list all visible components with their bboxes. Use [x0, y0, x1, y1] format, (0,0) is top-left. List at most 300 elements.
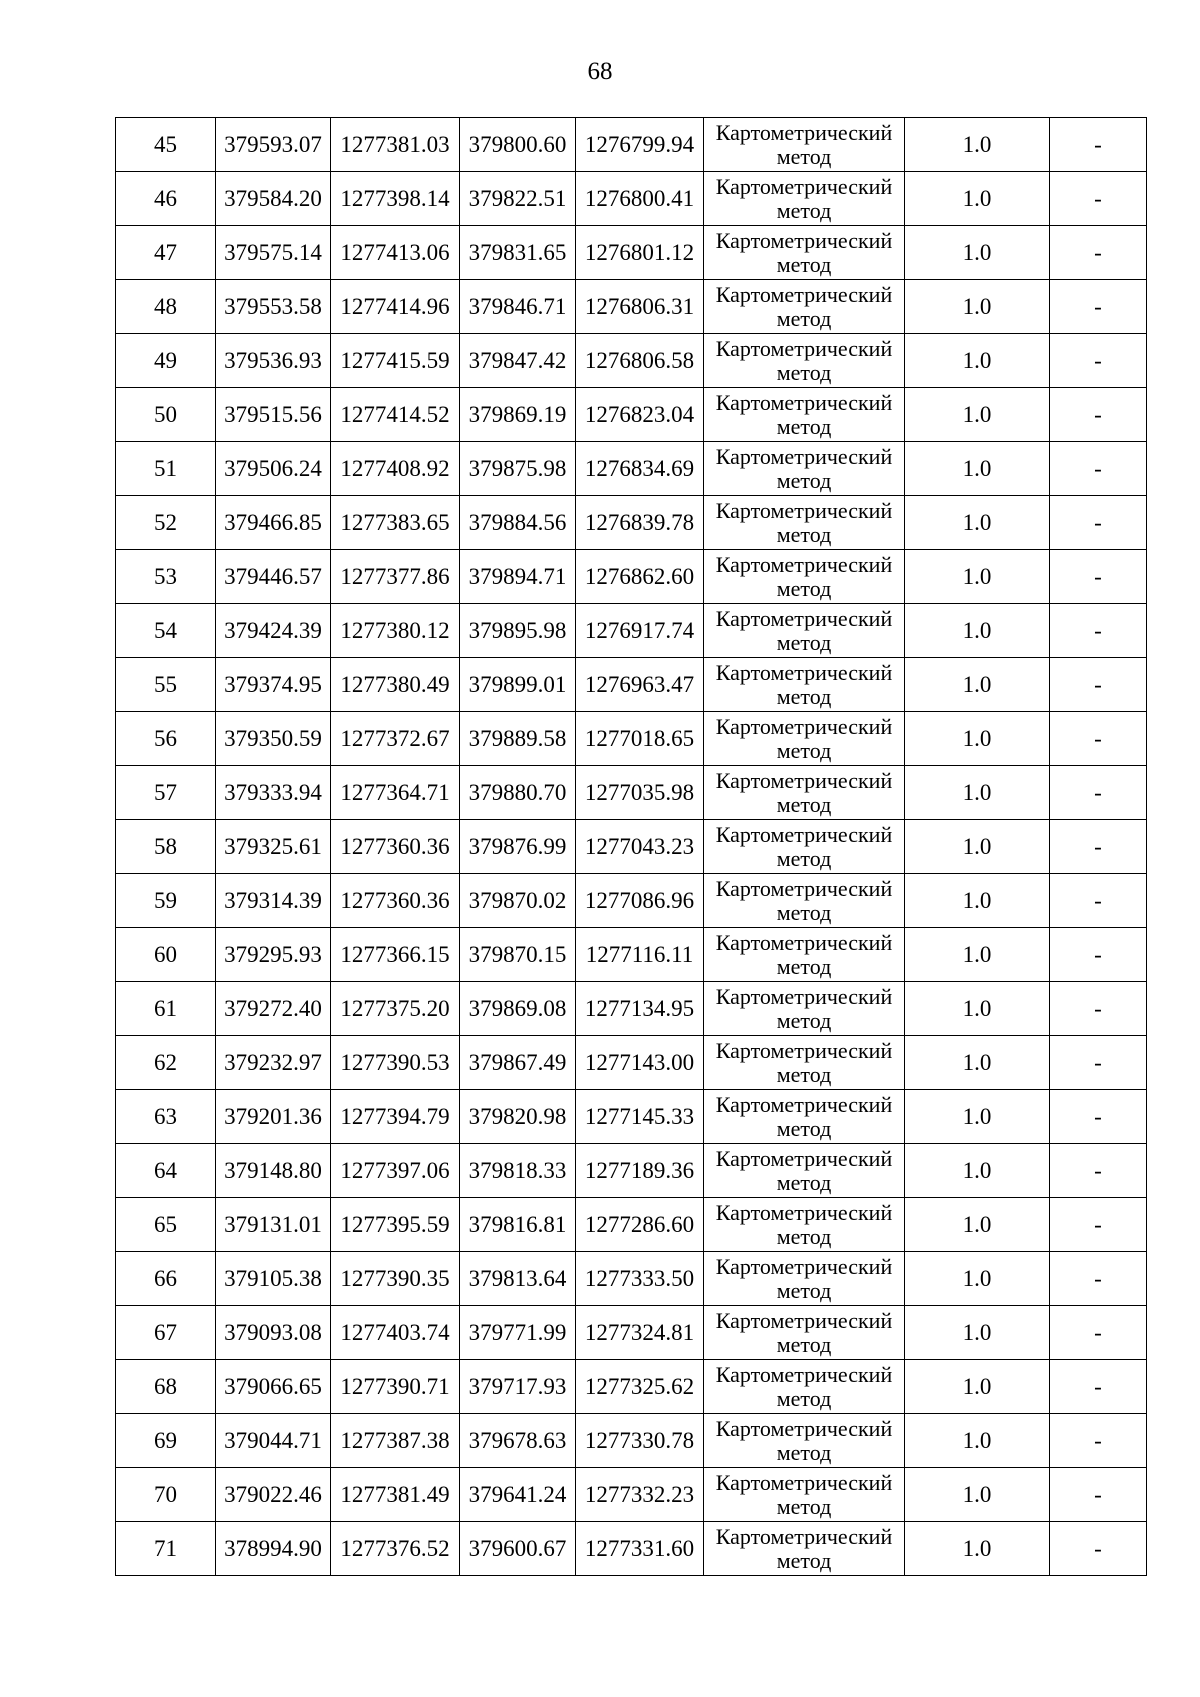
method-label-line1: Картометрический — [715, 876, 893, 901]
method-label-line1: Картометрический — [715, 1362, 893, 1387]
method-label-line1: Картометрический — [715, 984, 893, 1009]
x1-cell: 379584.20 — [216, 172, 331, 226]
method-label-line1: Картометрический — [715, 1470, 893, 1495]
y1-cell: 1277390.53 — [331, 1036, 460, 1090]
method-cell — [704, 442, 905, 496]
note-cell: - — [1050, 604, 1147, 658]
method-cell — [704, 820, 905, 874]
accuracy-cell: 1.0 — [905, 982, 1050, 1036]
method-cell — [704, 1036, 905, 1090]
x1-cell: 379066.65 — [216, 1360, 331, 1414]
method-label-line1: Картометрический — [715, 444, 893, 469]
method-label-line1: Картометрический — [715, 660, 893, 685]
y2-cell: 1277333.50 — [576, 1252, 704, 1306]
note-cell: - — [1050, 226, 1147, 280]
x1-cell: 379325.61 — [216, 820, 331, 874]
coordinates-table — [115, 117, 1147, 1576]
method-label-line2: метод — [776, 522, 832, 547]
point-number-cell: 67 — [116, 1306, 216, 1360]
point-number-cell: 71 — [116, 1522, 216, 1576]
method-cell — [704, 604, 905, 658]
note-cell: - — [1050, 388, 1147, 442]
method-label-line1: Картометрический — [715, 390, 893, 415]
y2-cell: 1276917.74 — [576, 604, 704, 658]
method-label-line1: Картометрический — [715, 1254, 893, 1279]
table-row — [116, 1360, 1147, 1414]
method-label-line1: Картометрический — [715, 282, 893, 307]
accuracy-cell: 1.0 — [905, 388, 1050, 442]
table-row — [116, 928, 1147, 982]
x2-cell: 379717.93 — [460, 1360, 576, 1414]
accuracy-cell: 1.0 — [905, 604, 1050, 658]
note-cell: - — [1050, 496, 1147, 550]
accuracy-cell: 1.0 — [905, 658, 1050, 712]
method-label-line2: метод — [776, 1116, 832, 1141]
y1-cell: 1277398.14 — [331, 172, 460, 226]
note-cell: - — [1050, 766, 1147, 820]
y1-cell: 1277376.52 — [331, 1522, 460, 1576]
method-label-line2: метод — [776, 1278, 832, 1303]
table-row — [116, 658, 1147, 712]
accuracy-cell: 1.0 — [905, 712, 1050, 766]
y2-cell: 1277332.23 — [576, 1468, 704, 1522]
method-label-line1: Картометрический — [715, 714, 893, 739]
accuracy-cell: 1.0 — [905, 1522, 1050, 1576]
y1-cell: 1277413.06 — [331, 226, 460, 280]
accuracy-cell: 1.0 — [905, 1252, 1050, 1306]
x1-cell: 379272.40 — [216, 982, 331, 1036]
x1-cell: 379553.58 — [216, 280, 331, 334]
y2-cell: 1277134.95 — [576, 982, 704, 1036]
note-cell: - — [1050, 442, 1147, 496]
method-label-line1: Картометрический — [715, 1038, 893, 1063]
method-label-line2: метод — [776, 252, 832, 277]
point-number-cell: 53 — [116, 550, 216, 604]
table-row — [116, 1144, 1147, 1198]
x2-cell: 379820.98 — [460, 1090, 576, 1144]
method-label-line1: Картометрический — [715, 498, 893, 523]
table-row — [116, 1036, 1147, 1090]
table-row — [116, 820, 1147, 874]
y1-cell: 1277395.59 — [331, 1198, 460, 1252]
y1-cell: 1277364.71 — [331, 766, 460, 820]
table-row — [116, 1090, 1147, 1144]
accuracy-cell: 1.0 — [905, 928, 1050, 982]
y2-cell: 1276963.47 — [576, 658, 704, 712]
method-label-line1: Картометрический — [715, 822, 893, 847]
y2-cell: 1276839.78 — [576, 496, 704, 550]
method-cell — [704, 280, 905, 334]
table-row — [116, 1468, 1147, 1522]
y2-cell: 1276862.60 — [576, 550, 704, 604]
note-cell: - — [1050, 1360, 1147, 1414]
table-row — [116, 604, 1147, 658]
method-cell — [704, 1414, 905, 1468]
x2-cell: 379884.56 — [460, 496, 576, 550]
point-number-cell: 57 — [116, 766, 216, 820]
table-row — [116, 712, 1147, 766]
note-cell: - — [1050, 1468, 1147, 1522]
point-number-cell: 59 — [116, 874, 216, 928]
point-number-cell: 46 — [116, 172, 216, 226]
x1-cell: 379424.39 — [216, 604, 331, 658]
x2-cell: 379771.99 — [460, 1306, 576, 1360]
point-number-cell: 54 — [116, 604, 216, 658]
method-label-line2: метод — [776, 738, 832, 763]
note-cell: - — [1050, 928, 1147, 982]
x2-cell: 379869.19 — [460, 388, 576, 442]
x1-cell: 379232.97 — [216, 1036, 331, 1090]
method-label-line1: Картометрический — [715, 1416, 893, 1441]
x1-cell: 379575.14 — [216, 226, 331, 280]
method-label-line2: метод — [776, 414, 832, 439]
method-label-line2: метод — [776, 1386, 832, 1411]
y1-cell: 1277397.06 — [331, 1144, 460, 1198]
method-label-line1: Картометрический — [715, 120, 893, 145]
accuracy-cell: 1.0 — [905, 550, 1050, 604]
note-cell: - — [1050, 820, 1147, 874]
method-label-line2: метод — [776, 1224, 832, 1249]
method-label-line1: Картометрический — [715, 606, 893, 631]
x1-cell: 379131.01 — [216, 1198, 331, 1252]
x1-cell: 379466.85 — [216, 496, 331, 550]
x1-cell: 379105.38 — [216, 1252, 331, 1306]
method-cell — [704, 118, 905, 172]
method-label-line2: метод — [776, 1062, 832, 1087]
method-label-line2: метод — [776, 900, 832, 925]
x1-cell: 379022.46 — [216, 1468, 331, 1522]
y1-cell: 1277360.36 — [331, 874, 460, 928]
x2-cell: 379870.15 — [460, 928, 576, 982]
y1-cell: 1277383.65 — [331, 496, 460, 550]
x2-cell: 379818.33 — [460, 1144, 576, 1198]
method-cell — [704, 712, 905, 766]
table-row — [116, 1252, 1147, 1306]
y1-cell: 1277360.36 — [331, 820, 460, 874]
x1-cell: 379201.36 — [216, 1090, 331, 1144]
method-label-line2: метод — [776, 1494, 832, 1519]
x1-cell: 379593.07 — [216, 118, 331, 172]
x1-cell: 379044.71 — [216, 1414, 331, 1468]
x1-cell: 379515.56 — [216, 388, 331, 442]
y2-cell: 1276834.69 — [576, 442, 704, 496]
x2-cell: 379895.98 — [460, 604, 576, 658]
method-label-line1: Картометрический — [715, 768, 893, 793]
table-row — [116, 118, 1147, 172]
accuracy-cell: 1.0 — [905, 820, 1050, 874]
y2-cell: 1276799.94 — [576, 118, 704, 172]
x1-cell: 379536.93 — [216, 334, 331, 388]
y2-cell: 1277018.65 — [576, 712, 704, 766]
accuracy-cell: 1.0 — [905, 1036, 1050, 1090]
table-row — [116, 550, 1147, 604]
note-cell: - — [1050, 1522, 1147, 1576]
y1-cell: 1277408.92 — [331, 442, 460, 496]
x2-cell: 379822.51 — [460, 172, 576, 226]
method-label-line2: метод — [776, 306, 832, 331]
y1-cell: 1277381.49 — [331, 1468, 460, 1522]
x1-cell: 379093.08 — [216, 1306, 331, 1360]
x2-cell: 379816.81 — [460, 1198, 576, 1252]
table-row — [116, 442, 1147, 496]
x2-cell: 379889.58 — [460, 712, 576, 766]
method-cell — [704, 874, 905, 928]
method-cell — [704, 226, 905, 280]
accuracy-cell: 1.0 — [905, 1306, 1050, 1360]
note-cell: - — [1050, 1306, 1147, 1360]
table-row — [116, 280, 1147, 334]
x2-cell: 379894.71 — [460, 550, 576, 604]
method-cell — [704, 1306, 905, 1360]
accuracy-cell: 1.0 — [905, 334, 1050, 388]
note-cell: - — [1050, 550, 1147, 604]
y2-cell: 1277325.62 — [576, 1360, 704, 1414]
x2-cell: 379870.02 — [460, 874, 576, 928]
method-cell — [704, 1252, 905, 1306]
method-label-line2: метод — [776, 1548, 832, 1573]
x2-cell: 379813.64 — [460, 1252, 576, 1306]
method-cell — [704, 658, 905, 712]
method-label-line1: Картометрический — [715, 1308, 893, 1333]
method-label-line2: метод — [776, 468, 832, 493]
y2-cell: 1276823.04 — [576, 388, 704, 442]
point-number-cell: 68 — [116, 1360, 216, 1414]
y1-cell: 1277387.38 — [331, 1414, 460, 1468]
table-row — [116, 334, 1147, 388]
x2-cell: 379876.99 — [460, 820, 576, 874]
note-cell: - — [1050, 1090, 1147, 1144]
method-label-line1: Картометрический — [715, 174, 893, 199]
method-label-line2: метод — [776, 1170, 832, 1195]
x2-cell: 379875.98 — [460, 442, 576, 496]
method-cell — [704, 766, 905, 820]
x1-cell: 379350.59 — [216, 712, 331, 766]
accuracy-cell: 1.0 — [905, 1198, 1050, 1252]
note-cell: - — [1050, 1144, 1147, 1198]
note-cell: - — [1050, 1414, 1147, 1468]
note-cell: - — [1050, 334, 1147, 388]
x2-cell: 379600.67 — [460, 1522, 576, 1576]
method-cell — [704, 1522, 905, 1576]
method-label-line2: метод — [776, 846, 832, 871]
point-number-cell: 52 — [116, 496, 216, 550]
note-cell: - — [1050, 874, 1147, 928]
point-number-cell: 70 — [116, 1468, 216, 1522]
method-cell — [704, 334, 905, 388]
method-label-line2: метод — [776, 1008, 832, 1033]
method-cell — [704, 388, 905, 442]
y1-cell: 1277375.20 — [331, 982, 460, 1036]
note-cell: - — [1050, 1036, 1147, 1090]
method-label-line2: метод — [776, 360, 832, 385]
x2-cell: 379800.60 — [460, 118, 576, 172]
note-cell: - — [1050, 118, 1147, 172]
accuracy-cell: 1.0 — [905, 172, 1050, 226]
method-cell — [704, 172, 905, 226]
point-number-cell: 65 — [116, 1198, 216, 1252]
y1-cell: 1277366.15 — [331, 928, 460, 982]
table-row — [116, 226, 1147, 280]
point-number-cell: 50 — [116, 388, 216, 442]
y2-cell: 1277043.23 — [576, 820, 704, 874]
y1-cell: 1277390.71 — [331, 1360, 460, 1414]
x2-cell: 379831.65 — [460, 226, 576, 280]
accuracy-cell: 1.0 — [905, 118, 1050, 172]
method-cell — [704, 1360, 905, 1414]
method-label-line1: Картометрический — [715, 1146, 893, 1171]
note-cell: - — [1050, 1252, 1147, 1306]
accuracy-cell: 1.0 — [905, 1414, 1050, 1468]
y2-cell: 1277286.60 — [576, 1198, 704, 1252]
table-row — [116, 1306, 1147, 1360]
table-row — [116, 874, 1147, 928]
accuracy-cell: 1.0 — [905, 766, 1050, 820]
x1-cell: 379446.57 — [216, 550, 331, 604]
note-cell: - — [1050, 982, 1147, 1036]
accuracy-cell: 1.0 — [905, 1090, 1050, 1144]
point-number-cell: 55 — [116, 658, 216, 712]
x2-cell: 379846.71 — [460, 280, 576, 334]
y2-cell: 1277035.98 — [576, 766, 704, 820]
method-label-line2: метод — [776, 1440, 832, 1465]
method-label-line1: Картометрический — [715, 1092, 893, 1117]
method-cell — [704, 550, 905, 604]
method-cell — [704, 928, 905, 982]
y2-cell: 1277143.00 — [576, 1036, 704, 1090]
y2-cell: 1277330.78 — [576, 1414, 704, 1468]
point-number-cell: 62 — [116, 1036, 216, 1090]
x2-cell: 379899.01 — [460, 658, 576, 712]
y1-cell: 1277394.79 — [331, 1090, 460, 1144]
method-cell — [704, 982, 905, 1036]
y1-cell: 1277390.35 — [331, 1252, 460, 1306]
method-label-line2: метод — [776, 630, 832, 655]
y2-cell: 1277116.11 — [576, 928, 704, 982]
note-cell: - — [1050, 712, 1147, 766]
table-row — [116, 766, 1147, 820]
method-label-line1: Картометрический — [715, 336, 893, 361]
point-number-cell: 51 — [116, 442, 216, 496]
method-label-line2: метод — [776, 576, 832, 601]
y1-cell: 1277377.86 — [331, 550, 460, 604]
y1-cell: 1277380.49 — [331, 658, 460, 712]
y2-cell: 1277331.60 — [576, 1522, 704, 1576]
table-row — [116, 1414, 1147, 1468]
method-cell — [704, 1090, 905, 1144]
x2-cell: 379880.70 — [460, 766, 576, 820]
y1-cell: 1277380.12 — [331, 604, 460, 658]
method-label-line2: метод — [776, 1332, 832, 1357]
y1-cell: 1277372.67 — [331, 712, 460, 766]
method-label-line1: Картометрический — [715, 552, 893, 577]
table-row — [116, 982, 1147, 1036]
point-number-cell: 63 — [116, 1090, 216, 1144]
x1-cell: 379374.95 — [216, 658, 331, 712]
table-body — [116, 118, 1147, 1576]
x1-cell: 379333.94 — [216, 766, 331, 820]
x2-cell: 379869.08 — [460, 982, 576, 1036]
accuracy-cell: 1.0 — [905, 226, 1050, 280]
y1-cell: 1277414.96 — [331, 280, 460, 334]
method-label-line2: метод — [776, 144, 832, 169]
point-number-cell: 60 — [116, 928, 216, 982]
point-number-cell: 61 — [116, 982, 216, 1036]
y2-cell: 1277324.81 — [576, 1306, 704, 1360]
point-number-cell: 49 — [116, 334, 216, 388]
note-cell: - — [1050, 1198, 1147, 1252]
y2-cell: 1276801.12 — [576, 226, 704, 280]
x1-cell: 379314.39 — [216, 874, 331, 928]
x2-cell: 379847.42 — [460, 334, 576, 388]
point-number-cell: 45 — [116, 118, 216, 172]
accuracy-cell: 1.0 — [905, 1360, 1050, 1414]
point-number-cell: 47 — [116, 226, 216, 280]
x1-cell: 378994.90 — [216, 1522, 331, 1576]
method-cell — [704, 1144, 905, 1198]
table-row — [116, 172, 1147, 226]
method-label-line1: Картометрический — [715, 930, 893, 955]
point-number-cell: 48 — [116, 280, 216, 334]
table-row — [116, 388, 1147, 442]
note-cell: - — [1050, 280, 1147, 334]
table-row — [116, 1522, 1147, 1576]
table-row — [116, 1198, 1147, 1252]
method-label-line1: Картометрический — [715, 1200, 893, 1225]
y1-cell: 1277415.59 — [331, 334, 460, 388]
method-label-line1: Картометрический — [715, 228, 893, 253]
method-label-line1: Картометрический — [715, 1524, 893, 1549]
page-number: 68 — [587, 58, 613, 85]
x2-cell: 379678.63 — [460, 1414, 576, 1468]
point-number-cell: 56 — [116, 712, 216, 766]
method-cell — [704, 1198, 905, 1252]
note-cell: - — [1050, 172, 1147, 226]
y2-cell: 1276800.41 — [576, 172, 704, 226]
method-label-line2: метод — [776, 954, 832, 979]
table-row — [116, 496, 1147, 550]
point-number-cell: 66 — [116, 1252, 216, 1306]
x1-cell: 379506.24 — [216, 442, 331, 496]
point-number-cell: 69 — [116, 1414, 216, 1468]
x1-cell: 379295.93 — [216, 928, 331, 982]
method-cell — [704, 1468, 905, 1522]
accuracy-cell: 1.0 — [905, 874, 1050, 928]
accuracy-cell: 1.0 — [905, 442, 1050, 496]
accuracy-cell: 1.0 — [905, 1144, 1050, 1198]
y2-cell: 1277189.36 — [576, 1144, 704, 1198]
y2-cell: 1276806.31 — [576, 280, 704, 334]
point-number-cell: 64 — [116, 1144, 216, 1198]
point-number-cell: 58 — [116, 820, 216, 874]
y2-cell: 1276806.58 — [576, 334, 704, 388]
y1-cell: 1277381.03 — [331, 118, 460, 172]
y1-cell: 1277403.74 — [331, 1306, 460, 1360]
method-label-line2: метод — [776, 792, 832, 817]
note-cell: - — [1050, 658, 1147, 712]
x2-cell: 379641.24 — [460, 1468, 576, 1522]
method-label-line2: метод — [776, 198, 832, 223]
x2-cell: 379867.49 — [460, 1036, 576, 1090]
y1-cell: 1277414.52 — [331, 388, 460, 442]
x1-cell: 379148.80 — [216, 1144, 331, 1198]
accuracy-cell: 1.0 — [905, 1468, 1050, 1522]
accuracy-cell: 1.0 — [905, 496, 1050, 550]
method-label-line2: метод — [776, 684, 832, 709]
accuracy-cell: 1.0 — [905, 280, 1050, 334]
y2-cell: 1277086.96 — [576, 874, 704, 928]
y2-cell: 1277145.33 — [576, 1090, 704, 1144]
method-cell — [704, 496, 905, 550]
